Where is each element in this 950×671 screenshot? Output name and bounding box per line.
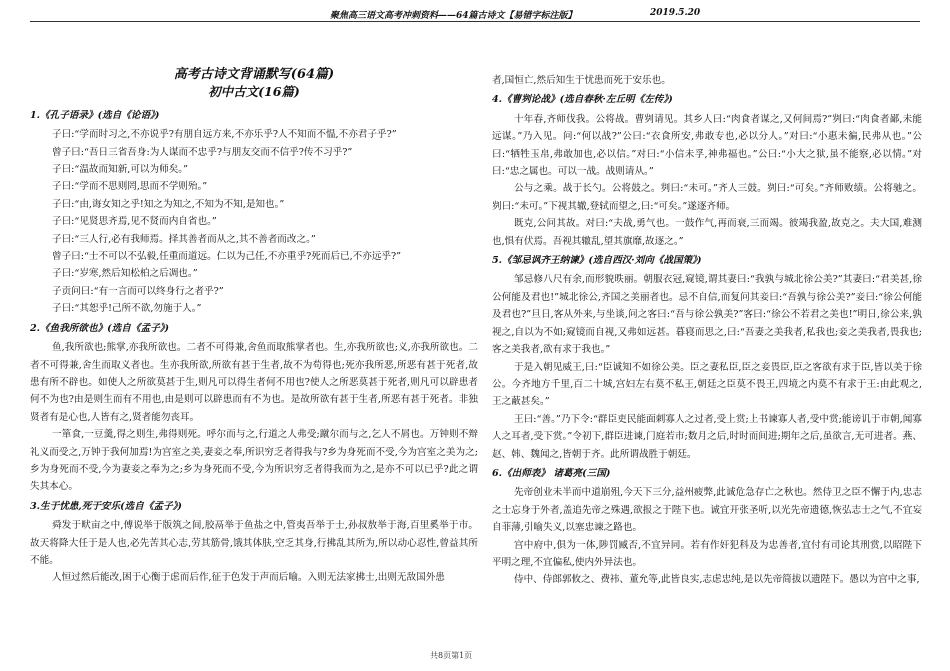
- paragraph: 人恒过然后能改,困于心衡于虑而后作,征于色发于声而后喻。入则无法家拂士,出则无敌国外患: [52, 572, 445, 584]
- text-line: 子曰:“学而不思则罔,思而不学则殆。”: [52, 181, 208, 193]
- page-footer: 共8页第1页: [430, 651, 473, 660]
- paragraph: 于是入朝见威王,曰:“臣诚知不如徐公美。臣之妻私臣,臣之妾畏臣,臣之客欲有求于臣,皆以美于徐公。今齐地方千里,百二十城,宫妇左右莫不私王,朝廷之臣莫不畏王,四境之内莫不有求于王:由此观之,王之蔽甚矣。”: [492, 361, 922, 408]
- right-column: [492, 72, 922, 589]
- paragraph: 鱼,我所欲也;熊掌,亦我所欲也。二者不可得兼,舍鱼而取熊掌者也。生,亦我所欲也;义,亦我所欲也。二者不可得兼,舍生而取义者也。生亦我所欲,所欲有甚于生者,故不为苟得也;死亦我所恶,所恶有甚于死者,故患有所不辟也。如使人之所欲莫甚于生,则凡可以得生者何不用也?使人之所恶莫甚于死者,则凡可以辟患者何不为也?由是则生而有不用也,由是则可以辟患而有不为也。是故所欲有甚于生者,所恶有甚于死者。非独贤者有是心也,人皆有之,贤者能勿丧耳。: [30, 342, 478, 423]
- paragraph: 舜发于畎亩之中,傅说举于版筑之间,胶鬲举于鱼盐之中,管夷吾举于士,孙叔敖举于海,百里奚举于市。故天将降大任于是人也,必先苦其心志,劳其筋骨,饿其体肤,空乏其身,行拂乱其所为,所以动心忍性,曾益其所不能。: [30, 520, 478, 566]
- section-heading: 6.《出师表》 诸葛亮(三国): [492, 467, 611, 479]
- paragraph-continuation: 者,国恒亡,然后知生于忧患而死于安乐也。: [492, 75, 671, 86]
- text-line: 子曰:“温故而知新,可以为师矣。”: [52, 164, 189, 176]
- text-line: 曾子曰:“吾日三省吾身:为人谋而不忠乎?与朋友交而不信乎?传不习乎?”: [52, 146, 353, 158]
- paragraph: 宫中府中,俱为一体,陟罚臧否,不宜异同。若有作奸犯科及为忠善者,宜付有司论其刑赏,以昭陛下平明之理,不宜偏私,使内外异法也。: [492, 539, 922, 568]
- header-date: 2019.5.20: [650, 8, 701, 18]
- section-heading: 4.《曹刿论战》(选自春秋·左丘明《左传》): [492, 94, 673, 106]
- page-header: [330, 8, 701, 21]
- text-line: 子贡问曰:“有一言而可以终身行之者乎?”: [52, 285, 224, 297]
- paragraph: 侍中、侍郎郭攸之、费祎、董允等,此皆良实,志虑忠纯,是以先帝简拔以遗陛下。愚以为宫中之事,: [514, 574, 920, 586]
- section-heading: 1.《孔子语录》(选自《论语》): [30, 109, 160, 121]
- paragraph: 既克,公问其故。对曰:“夫战,勇气也。一鼓作气,再而衰,三而竭。彼竭我盈,故克之。夫大国,难测也,惧有伏焉。吾视其辙乱,望其旗靡,故逐之。”: [492, 218, 922, 247]
- paragraph: 先帝创业未半而中道崩殂,今天下三分,益州疲弊,此诚危急存亡之秋也。然侍卫之臣不懈于内,忠志之士忘身于外者,盖追先帝之殊遇,欲报之于陛下也。诚宜开张圣听,以光先帝遗德,恢弘志士之气,不宜妄自菲薄,引喻失义,以塞忠谏之路也。: [492, 487, 922, 534]
- text-line: 子曰:“见贤思齐焉,见不贤而内自省也。”: [52, 216, 217, 228]
- document-subtitle: 初中古文(16篇): [208, 84, 300, 100]
- text-line: 子曰:“学而时习之,不亦说乎?有朋自远方来,不亦乐乎?人不知而不愠,不亦君子乎?”: [52, 129, 397, 141]
- section-heading: 2.《鱼我所欲也》(选自《孟子》): [30, 322, 170, 334]
- left-column: [30, 62, 478, 587]
- section-heading: 5.《邹忌讽齐王纳谏》(选自西汉·刘向《战国策》): [492, 255, 702, 267]
- header-title: 聚焦高三语文高考冲刺资料——64篇古诗文【易错字标注版】: [330, 11, 577, 21]
- header-rule: [30, 21, 920, 22]
- text-line: 子曰:“三人行,必有我师焉。择其善者而从之,其不善者而改之。”: [52, 233, 316, 245]
- paragraph: 十年春,齐师伐我。公将战。曹刿请见。其乡人曰:“肉食者谋之,又何间焉?”刿曰:“肉食者鄙,未能远谋。”乃入见。问:“何以战?”公曰:“衣食所安,弗敢专也,必以分人。”对曰:“小惠未徧,民弗从也。”公曰:“牺牲玉帛,弗敢加也,必以信。”对曰:“小信未孚,神弗福也。”公曰:“小大之狱,虽不能察,必以情。”对曰:“忠之属也。可以一战。战则请从。”: [492, 113, 922, 178]
- document-title: 高考古诗文背诵默写(64篇): [173, 67, 335, 82]
- text-line: 子曰:“其恕乎!己所不欲,勿施于人。”: [52, 303, 202, 315]
- paragraph: 一箪食,一豆羹,得之则生,弗得则死。呼尔而与之,行道之人弗受;蹴尔而与之,乞人不屑也。万钟则不辩礼义而受之,万钟于我何加焉!为宫室之美,妻妾之奉,所识穷乏者得我与?乡为身死而不受,今为宫室之美为之;乡为身死而不受,今为妻妾之奉为之;乡为身死而不受,今为所识穷乏者得我而为之,是亦不可以已乎?此之谓失其本心。: [30, 429, 478, 493]
- section-heading: 3.生于忧患,死于安乐(选自《孟子》): [30, 500, 182, 512]
- text-line: 子曰:“岁寒,然后知松柏之后凋也。”: [52, 268, 198, 280]
- paragraph: 邹忌修八尺有余,而形貌昳丽。朝服衣冠,窥镜,谓其妻曰:“我孰与城北徐公美?”其妻曰:“君美甚,徐公何能及君也!”城北徐公,齐国之美丽者也。忌不自信,而复问其妾曰:“吾孰与徐公美?”妾曰:“徐公何能及君也?”旦日,客从外来,与坐谈,问之客曰:“吾与徐公孰美?”客曰:“徐公不若君之美也!”明日,徐公来,孰视之,自以为不如;窥镜而自视,又弗如远甚。暮寝而思之,曰:“吾妻之美我者,私我也;妾之美我者,畏我也;客之美我者,欲有求于我也。”: [492, 274, 922, 356]
- paragraph: 王曰:“善。”乃下令:“群臣吏民能面刺寡人之过者,受上赏;上书谏寡人者,受中赏;能谤讥于市朝,闻寡人之耳者,受下赏。”令初下,群臣进谏,门庭若市;数月之后,时时而间进;期年之后,虽欲言,无可进者。燕、赵、韩、魏闻之,皆朝于齐。此所谓战胜于朝廷。: [492, 413, 922, 460]
- text-line: 曾子曰:“士不可以不弘毅,任重而道远。仁以为己任,不亦重乎?死而后已,不亦远乎?”: [52, 251, 402, 263]
- paragraph: 公与之乘。战于长勺。公将鼓之。刿曰:“未可。”齐人三鼓。刿曰:“可矣。”齐师败绩。公将驰之。刿曰:“未可。”下视其辙,登轼而望之,曰:“可矣。”遂逐齐师。: [492, 183, 922, 212]
- text-line: 子曰:“由,诲女知之乎!知之为知之,不知为不知,是知也。”: [52, 198, 285, 210]
